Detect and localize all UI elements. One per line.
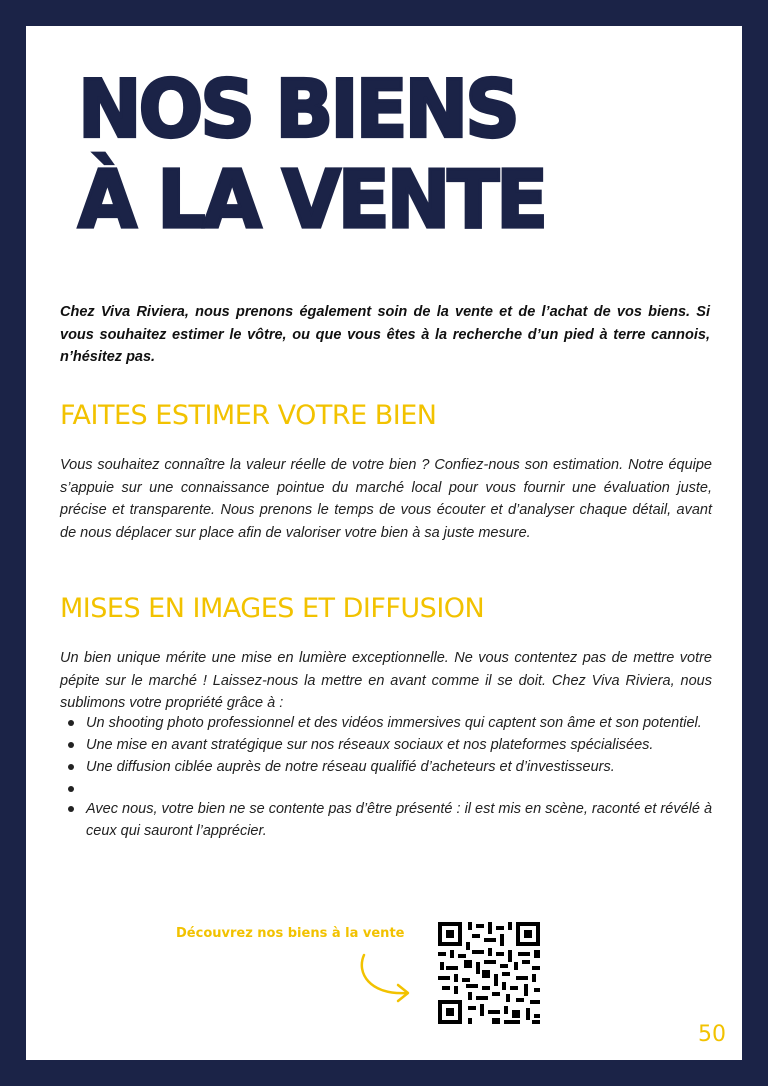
curved-arrow-icon — [356, 951, 422, 1007]
page-title-line-1: NOS BIENS — [78, 61, 517, 156]
intro-paragraph: Chez Viva Riviera, nous prenons également soin de la vente et de l’achat de vos biens. Si vous souhaitez estimer le vôtre, ou que vous êtes à la recherche d’un pied à terre cannois, n’hésitez pas. — [60, 304, 710, 365]
diffusion-paragraph: Un bien unique mérite une mise en lumière exceptionnelle. Ne vous contentez pas de mettre votre pépite sur le marché ! Laissez-nous la mettre en avant comme il se doit. Chez Viva Riviera, nous sublimons votre propriété grâce à : — [60, 650, 712, 711]
page-number: 50 — [698, 1022, 726, 1047]
list-item: Avec nous, votre bien ne se contente pas d’être présenté : il est mis en scène, raconté et révélé à ceux qui sauront l’apprécier. — [60, 798, 712, 842]
list-item — [60, 778, 712, 798]
qr-caption: Découvrez nos biens à la vente — [176, 926, 405, 941]
diffusion-bullet-list — [60, 712, 712, 842]
list-item: Une diffusion ciblée auprès de notre réseau qualifié d’acheteurs et d’investisseurs. — [60, 756, 712, 778]
list-item: Un shooting photo professionnel et des vidéos immersives qui captent son âme et son potentiel. — [60, 712, 712, 734]
section-heading-estimation: FAITES ESTIMER VOTRE BIEN — [60, 400, 437, 431]
section-heading-diffusion: MISES EN IMAGES ET DIFFUSION — [60, 593, 485, 624]
page-title — [78, 61, 546, 246]
list-item: Une mise en avant stratégique sur nos réseaux sociaux et nos plateformes spécialisées. — [60, 734, 712, 756]
document-page — [26, 26, 742, 1060]
qr-code-icon[interactable] — [436, 920, 542, 1026]
page-title-line-2: À LA VENTE — [78, 152, 546, 246]
estimation-paragraph: Vous souhaitez connaître la valeur réelle de votre bien ? Confiez-nous son estimation. Notre équipe s’appuie sur une connaissance pointue du marché local pour vous fournir une évaluation juste, précise et transparente. Nous prenons le temps de vous écouter et d’analyser chaque détail, avant de nous déplacer sur place afin de valoriser votre bien à sa juste mesure. — [60, 457, 712, 541]
